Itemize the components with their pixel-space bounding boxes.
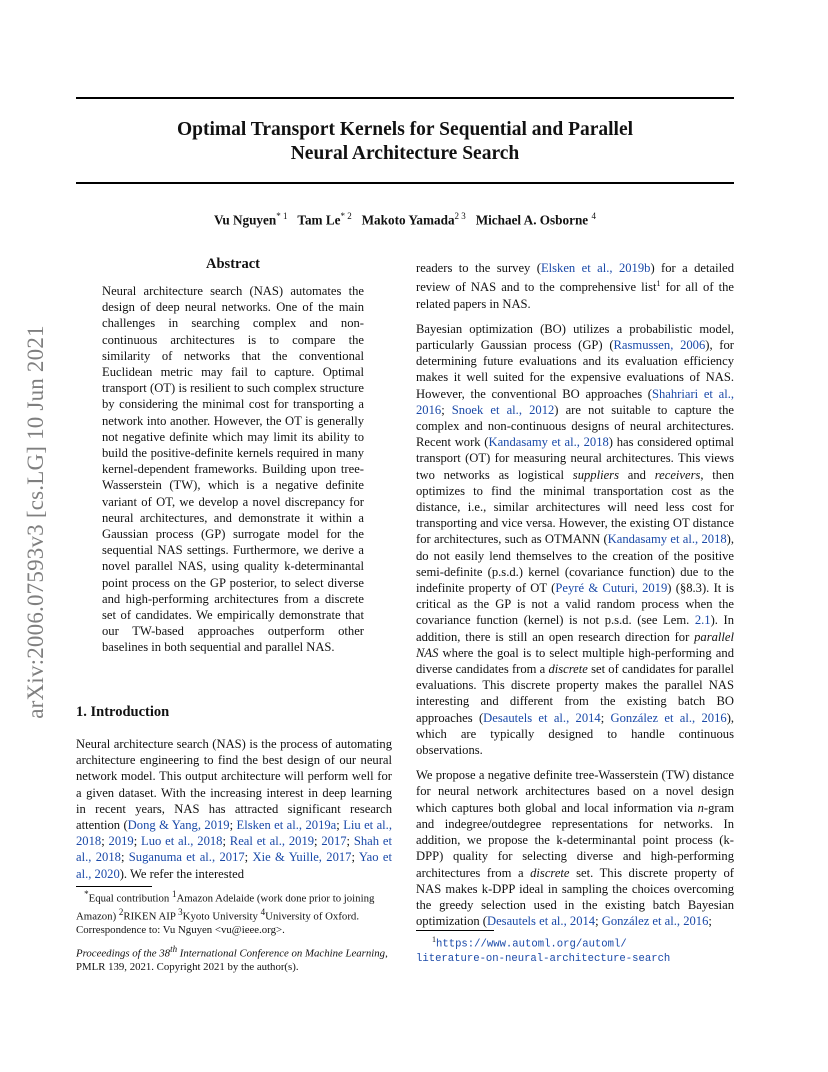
citation-link[interactable]: González et al., 2016 bbox=[601, 914, 709, 929]
citation-link[interactable]: Rasmussen, 2006 bbox=[613, 338, 706, 352]
author-name: Tam Le bbox=[297, 212, 341, 228]
citation-link[interactable]: Real et al., 2019 bbox=[229, 834, 315, 849]
title-bottom-rule bbox=[76, 182, 734, 184]
arxiv-stamp-text: arXiv:2006.07593v3 [cs.LG] 10 Jun 2021 bbox=[23, 325, 48, 719]
citation-link[interactable]: Elsken et al., 2019a bbox=[236, 818, 337, 833]
title-top-rule bbox=[76, 97, 734, 99]
right-column bbox=[416, 260, 734, 929]
citation-link[interactable]: Kandasamy et al., 2018 bbox=[607, 532, 727, 547]
abstract-text: Neural architecture search (NAS) automates the design of deep neural networks. One of the main challenges in searching complex and non-continuous architectures is to compare the similarity of networks that the conventional Euclidean metric may fail to capture. Optimal transport (OT) is resilient to such complex structure by considering the minimal cost for transporting a network into another. However, the OT is generally not negative definite which may limit its ability to build the positive-definite kernels required in many kernel-dependent frameworks. Building upon tree-Wasserstein (TW), which is a negative definite variant of OT, we develop a novel discrepancy for neural architectures, and demonstrate it within a Gaussian process (GP) surrogate model for the sequential NAS settings. Furthermore, we derive a novel parallel NAS, using quality k-determinantal point process on the GP posterior, to select diverse and high-performing architectures from a discrete set of candidates. We empirically demonstrate that our TW-based approaches outperform other baselines in both sequential and parallel NAS. bbox=[102, 284, 364, 655]
citation-link[interactable]: Shahriari et al., 2016 bbox=[416, 386, 734, 417]
affiliation-footnote: *Equal contribution $^1$Amazon Adelaide (work done prior to joining Amazon) $^2$RIKEN AIP $^3$Kyoto University $^4$University of Oxford. Correspondence to: Vu Nguyen <vu@ieee.org>. bbox=[76, 889, 375, 937]
citation-link[interactable]: Peyré & Cuturi, 2019 bbox=[555, 581, 668, 596]
section-heading-introduction: 1. Introduction bbox=[76, 704, 170, 720]
proceedings-note: Proceedings of the 38th International Conference on Machine Learning, PMLR 139, 2021. Copyright 2021 by the author(s). bbox=[76, 944, 388, 974]
footnote-rule-right bbox=[416, 930, 494, 931]
intro-paragraph: Neural architecture search (NAS) is the process of automating architecture engineering to find the best design of our neural network model. This output architecture will perform well for a given dataset. With the increasing interest in deep learning in recent years, NAS has attracted significant research attention (Dong & Yang, 2019; Elsken et al., 2019a; Liu et al., 2018; 2019; Luo et al., 2018; Real et al., 2019; 2017; Shah et al., 2018; Suganuma et al., 2017; Xie & Yuille, 2017; Yao et al., 2020). We refer the interested bbox=[76, 737, 392, 881]
author-list bbox=[76, 211, 734, 228]
citation-link[interactable]: Luo et al., 2018 bbox=[141, 834, 223, 849]
citation-link[interactable]: Dong & Yang, 2019 bbox=[127, 818, 230, 833]
author-affiliation-marks: 4 bbox=[591, 211, 596, 221]
citation-link[interactable]: González et al., 2016 bbox=[610, 710, 727, 725]
footnote-url-link[interactable]: https://www.automl.org/automl/ bbox=[436, 938, 627, 951]
citation-link[interactable]: Kandasamy et al., 2018 bbox=[488, 435, 609, 450]
title-line-1: Optimal Transport Kernels for Sequential and Parallel bbox=[176, 119, 634, 140]
citation-link[interactable]: Shah et al., 2018 bbox=[76, 834, 392, 865]
arxiv-stamp bbox=[16, 292, 56, 752]
citation-link[interactable]: Liu et al., 2018 bbox=[76, 818, 392, 849]
author-affiliation-marks: 2 3 bbox=[454, 211, 466, 221]
author-name: Vu Nguyen bbox=[214, 212, 277, 228]
author-affiliation-marks: * 1 bbox=[276, 211, 288, 221]
url-footnote: $^1$https://www.automl.org/automl/ literature-on-neural-architecture-search bbox=[416, 935, 671, 965]
citation-link[interactable]: Xie & Yuille, 2017 bbox=[252, 850, 352, 865]
footnote-url-link[interactable]: literature-on-neural-architecture-search bbox=[416, 952, 671, 965]
citation-link[interactable]: Snoek et al., 2012 bbox=[451, 402, 555, 417]
citation-link[interactable]: Desautels et al., 2014 bbox=[483, 710, 601, 725]
author-name: Makoto Yamada bbox=[361, 212, 455, 228]
footnote-rule-left bbox=[76, 886, 152, 887]
citation-link[interactable]: Elsken et al., 2019b bbox=[540, 261, 651, 275]
paper-title bbox=[76, 118, 734, 166]
title-line-2: Neural Architecture Search bbox=[290, 143, 520, 164]
citation-link[interactable]: 2019 bbox=[108, 834, 134, 849]
intro-text: ). We refer the interested bbox=[119, 866, 245, 881]
citation-link[interactable]: Desautels et al., 2014 bbox=[487, 914, 596, 929]
citation-link[interactable]: 2017 bbox=[321, 834, 347, 849]
right-paragraph-2: We propose a negative definite tree-Wasserstein (TW) distance for neural network architectures based on a novel design which captures both global and local information via n-gram and indegree/outdegree representations for networks. In addition, we propose the k-determinantal point process (k-DPP) quality for selecting diverse and high-performing architectures from a discrete set. This discrete property of NAS makes k-DPP ideal in sampling the choices overcoming the greedy selection used in the existing batch Bayesian optimization (Desautels et al., 2014; González et al., 2016; bbox=[416, 768, 735, 929]
author-name: Michael A. Osborne bbox=[475, 212, 589, 228]
abstract-heading: Abstract bbox=[206, 256, 260, 272]
intro-text: Neural architecture search (NAS) is the process of automating architecture engineering to find the best design of our neural network model. This output architecture will perform well for a given dataset. With the increasing interest in deep learning in recent years, NAS has attracted significant research attention ( bbox=[76, 737, 392, 833]
citation-link[interactable]: Suganuma et al., 2017 bbox=[128, 850, 245, 865]
abstract-body bbox=[102, 283, 364, 656]
author-affiliation-marks: * 2 bbox=[340, 211, 352, 221]
right-paragraph-1: Bayesian optimization (BO) utilizes a probabilistic model, particularly Gaussian process (GP) (Rasmussen, 2006), for determining future evaluations and its evaluation efficiency makes it well suited for the expensive evaluations of NAS. However, the conventional BO approaches (Shahriari et al., 2016; Snoek et al., 2012) are not suitable to capture the complex and non-continuous designs of neural architectures. Recent work (Kandasamy et al., 2018) has considered optimal transport (OT) for measuring neural architectures. This views two networks as logistical suppliers and receivers, then optimizes to find the minimal transportation cost as the distance, i.e., similar architectures will need less cost for transporting and vice versa. However, the existing OT distance for architectures, such as OTMANN (Kandasamy et al., 2018), do not easily lend themselves to the creation of the positive semi-definite (p.s.d.) kernel (covariance function) due to the indefinite property of OT (Peyré & Cuturi, 2019) (§8.3). It is critical as the GP is not a valid random process when the covariance function (kernel) is not p.s.d. (see Lem. 2.1). In addition, there is still an open research direction for parallel NAS where the goal is to select multiple high-performing and diverse candidates from a discrete set of candidates for parallel evaluations. This discrete property makes the parallel NAS interesting and different from the existing batch BO approaches (Desautels et al., 2014; González et al., 2016), which are typically designed to handle continuous observations. bbox=[416, 321, 735, 758]
right-paragraph-0: readers to the survey (Elsken et al., 2019b) for a detailed review of NAS and to the comprehensive list$^1$ for all of the related papers in NAS. bbox=[416, 261, 734, 311]
citation-link[interactable]: Yao et al., 2020 bbox=[76, 850, 392, 881]
lemma-link[interactable]: 2.1 bbox=[694, 613, 711, 628]
